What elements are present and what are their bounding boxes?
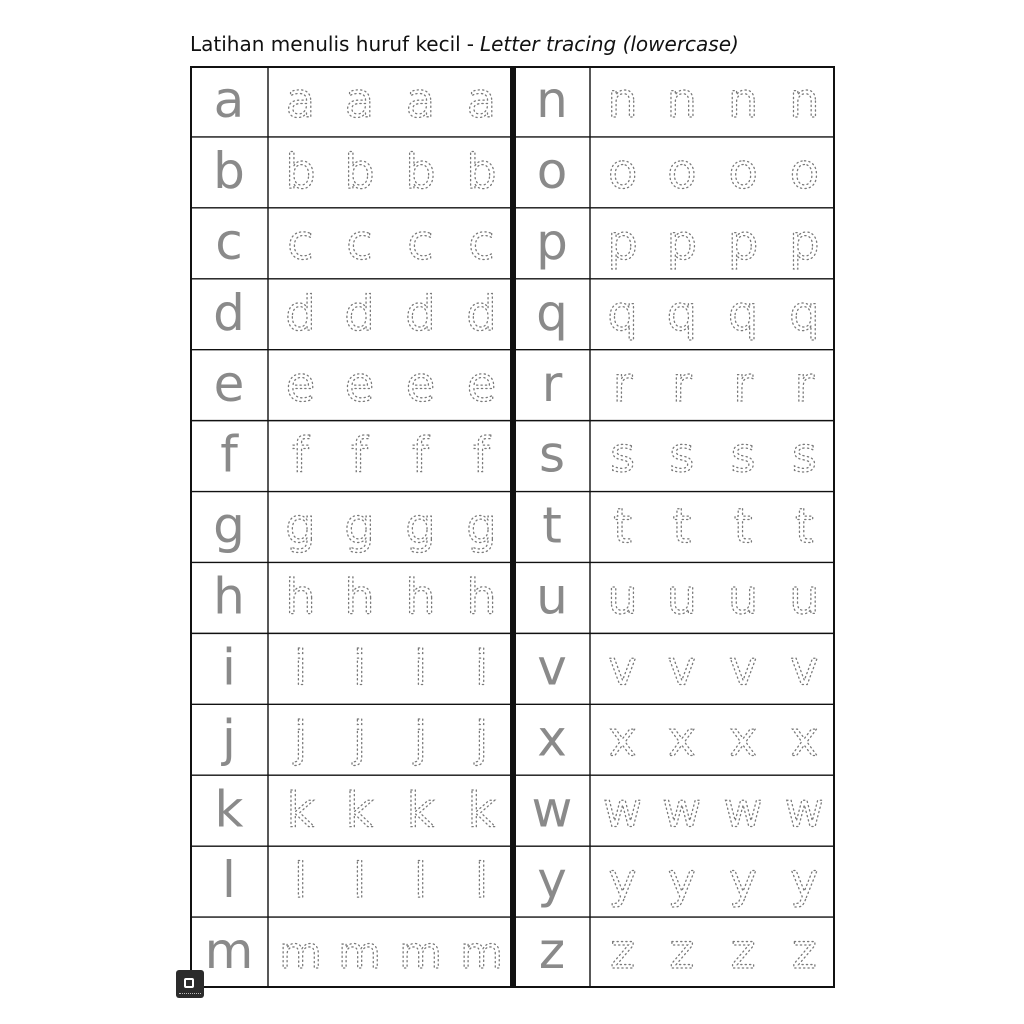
tracing-letter[interactable]: m — [338, 928, 381, 980]
tracing-letter[interactable]: s — [669, 427, 695, 484]
tracing-letter[interactable]: b — [405, 143, 436, 200]
tracing-letter[interactable]: c — [407, 214, 434, 271]
tracing-letter[interactable]: d — [344, 285, 375, 342]
model-letter: x — [537, 709, 567, 768]
model-letter: q — [536, 283, 568, 342]
tracing-letter[interactable]: d — [285, 285, 316, 342]
tracing-letter[interactable]: e — [466, 356, 497, 413]
tracing-letter[interactable]: k — [286, 782, 315, 839]
tracing-letter[interactable]: s — [791, 427, 817, 484]
tracing-letter[interactable]: o — [667, 143, 697, 200]
tracing-letter[interactable]: h — [405, 569, 436, 626]
model-letter: o — [536, 141, 568, 200]
tracing-letter[interactable]: t — [733, 498, 753, 555]
tracing-letter[interactable]: x — [667, 711, 697, 768]
tracing-letter[interactable]: o — [607, 143, 638, 200]
tracing-letter[interactable]: m — [399, 928, 442, 980]
tracing-letter[interactable]: w — [723, 782, 763, 839]
tracing-letter[interactable]: h — [285, 569, 316, 626]
tracing-letter[interactable]: q — [789, 285, 820, 342]
tracing-letter[interactable]: g — [466, 498, 497, 555]
tracing-letter[interactable]: p — [666, 214, 698, 271]
tracing-letter[interactable]: a — [285, 73, 316, 130]
tracing-letter[interactable]: n — [666, 73, 698, 130]
tracing-letter[interactable]: b — [344, 143, 375, 200]
title-separator: - — [466, 32, 474, 56]
tracing-letter[interactable]: j — [293, 711, 308, 768]
tracing-letter[interactable]: s — [610, 427, 636, 484]
tracing-letter[interactable]: z — [791, 924, 817, 981]
tracing-letter[interactable]: n — [789, 73, 820, 130]
tracing-letter[interactable]: r — [612, 356, 633, 413]
tracing-letter[interactable]: p — [727, 214, 759, 271]
tracing-letter[interactable]: b — [285, 143, 316, 200]
model-letter: t — [542, 496, 562, 555]
logo-badge-icon — [176, 970, 204, 998]
tracing-letter[interactable]: e — [344, 356, 375, 413]
tracing-letter[interactable]: f — [292, 427, 309, 484]
tracing-letter[interactable]: g — [344, 498, 375, 555]
tracing-letter[interactable]: x — [728, 711, 758, 768]
tracing-letter[interactable]: i — [293, 640, 308, 697]
tracing-letter[interactable]: r — [672, 356, 692, 413]
tracing-letter[interactable]: f — [351, 427, 368, 484]
tracing-letter[interactable]: t — [672, 498, 692, 555]
tracing-letter[interactable]: u — [789, 569, 820, 626]
tracing-letter[interactable]: v — [728, 640, 758, 697]
tracing-letter[interactable]: e — [285, 356, 316, 413]
tracing-letter[interactable]: r — [733, 356, 753, 413]
tracing-letter[interactable]: j — [352, 711, 367, 768]
tracing-letter[interactable]: x — [790, 711, 819, 768]
tracing-letter[interactable]: w — [602, 782, 643, 839]
model-letter: r — [541, 354, 563, 413]
model-letter: p — [536, 212, 568, 271]
tracing-letter[interactable]: n — [607, 73, 638, 130]
tracing-letter[interactable]: k — [345, 782, 374, 839]
model-letter: d — [213, 283, 245, 342]
tracing-letter[interactable]: e — [405, 356, 436, 413]
tracing-letter[interactable]: m — [279, 928, 322, 980]
tracing-letter[interactable]: v — [667, 640, 697, 697]
model-letter: v — [537, 638, 567, 697]
tracing-letter[interactable]: i — [352, 640, 367, 697]
tracing-letter[interactable]: p — [607, 214, 638, 271]
tracing-letter[interactable]: m — [460, 928, 503, 980]
tracing-letter[interactable]: z — [610, 924, 636, 981]
model-letter: b — [213, 141, 245, 200]
tracing-grid — [190, 66, 835, 988]
title-main: Latihan menulis huruf kecil — [190, 32, 461, 56]
tracing-letter[interactable]: a — [405, 73, 436, 130]
tracing-letter[interactable]: t — [794, 498, 814, 555]
model-letter: g — [213, 496, 245, 555]
model-letter: m — [204, 922, 254, 981]
tracing-letter[interactable]: a — [344, 73, 375, 130]
model-letter: f — [220, 425, 238, 484]
tracing-letter[interactable]: z — [669, 924, 695, 981]
tracing-letter[interactable]: u — [666, 569, 698, 626]
model-letter: y — [537, 851, 567, 910]
tracing-letter[interactable]: p — [789, 214, 820, 271]
tracing-letter[interactable]: q — [666, 285, 698, 342]
tracing-letter[interactable]: b — [466, 143, 497, 200]
tracing-letter[interactable]: i — [474, 640, 489, 697]
tracing-letter[interactable]: j — [413, 711, 428, 768]
tracing-letter[interactable]: l — [352, 853, 367, 910]
tracing-letter[interactable]: u — [727, 569, 759, 626]
tracing-letter[interactable]: u — [607, 569, 638, 626]
model-letter: k — [214, 780, 244, 839]
tracing-letter[interactable]: c — [468, 214, 495, 271]
model-letter: w — [531, 780, 573, 839]
tracing-letter[interactable]: l — [293, 853, 308, 910]
tracing-letter[interactable]: s — [730, 427, 756, 484]
tracing-letter[interactable]: q — [727, 285, 759, 342]
tracing-letter[interactable]: k — [406, 782, 435, 839]
tracing-letter[interactable]: v — [790, 640, 819, 697]
tracing-grid-svg — [190, 66, 835, 988]
model-letter: i — [222, 638, 236, 697]
model-letter: z — [538, 922, 566, 981]
model-letter: l — [222, 851, 236, 910]
tracing-letter[interactable]: q — [607, 285, 638, 342]
tracing-letter[interactable]: h — [344, 569, 375, 626]
tracing-letter[interactable]: f — [412, 427, 429, 484]
tracing-letter[interactable]: t — [613, 498, 633, 555]
title-subtitle: Letter tracing (lowercase) — [479, 32, 739, 56]
tracing-letter[interactable]: l — [413, 853, 428, 910]
tracing-letter[interactable]: x — [608, 711, 637, 768]
model-letter: j — [222, 709, 236, 768]
tracing-letter[interactable]: y — [790, 853, 819, 910]
tracing-letter[interactable]: y — [728, 853, 758, 910]
tracing-letter[interactable]: w — [662, 782, 702, 839]
model-letter: a — [213, 71, 245, 130]
tracing-letter[interactable]: y — [608, 853, 637, 910]
tracing-letter[interactable]: c — [287, 214, 314, 271]
tracing-letter[interactable]: z — [730, 924, 756, 981]
model-letter: n — [536, 71, 568, 130]
tracing-letter[interactable]: g — [405, 498, 436, 555]
tracing-letter[interactable]: i — [413, 640, 428, 697]
tracing-letter[interactable]: o — [728, 143, 758, 200]
tracing-letter[interactable]: v — [608, 640, 637, 697]
model-letter: c — [215, 212, 243, 271]
tracing-letter[interactable]: d — [466, 285, 497, 342]
tracing-letter[interactable]: f — [473, 427, 490, 484]
tracing-letter[interactable]: o — [789, 143, 820, 200]
model-letter: s — [538, 425, 566, 484]
tracing-letter[interactable]: n — [727, 73, 759, 130]
tracing-letter[interactable]: g — [285, 498, 316, 555]
model-letter: e — [213, 354, 245, 413]
model-letter: u — [536, 567, 568, 626]
tracing-letter[interactable]: h — [466, 569, 497, 626]
tracing-letter[interactable]: y — [667, 853, 697, 910]
tracing-letter[interactable]: r — [794, 356, 815, 413]
tracing-letter[interactable]: l — [474, 853, 489, 910]
tracing-letter[interactable]: c — [346, 214, 373, 271]
tracing-letter[interactable]: a — [466, 73, 497, 130]
tracing-letter[interactable]: k — [467, 782, 496, 839]
worksheet-title — [190, 32, 739, 56]
tracing-letter[interactable]: d — [405, 285, 436, 342]
tracing-letter[interactable]: j — [474, 711, 489, 768]
tracing-letter[interactable]: w — [784, 782, 825, 839]
model-letter: h — [213, 567, 245, 626]
